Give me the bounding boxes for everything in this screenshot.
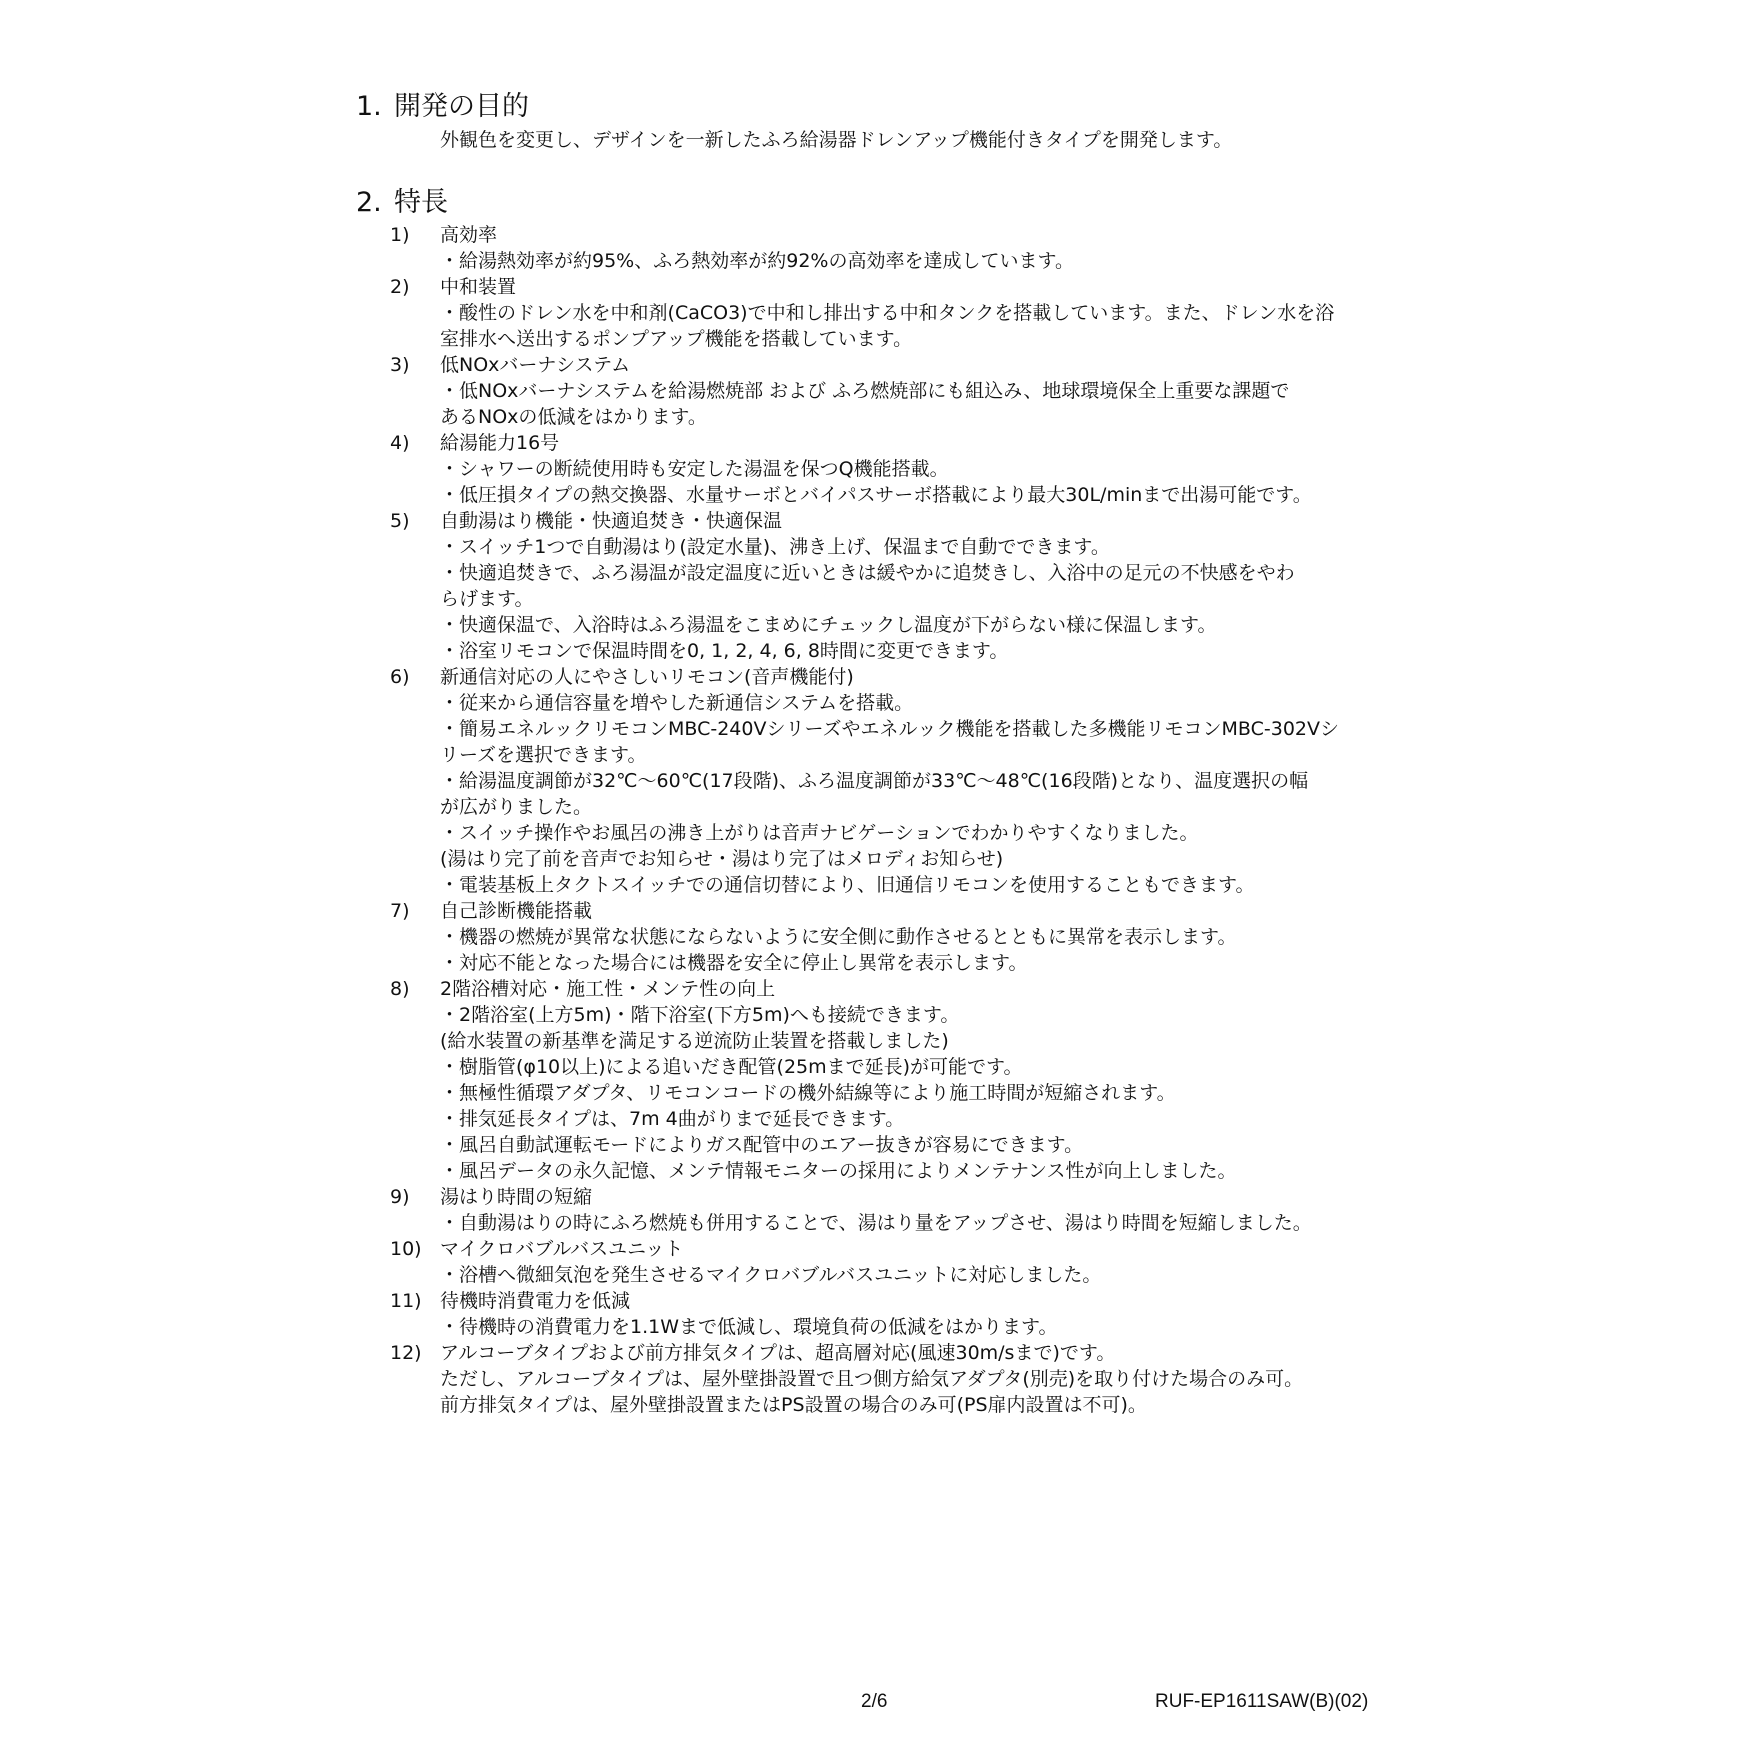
feature-item: [390, 1340, 1425, 1418]
feature-line: ・スイッチ操作やお風呂の沸き上がりは音声ナビゲーションでわかりやすくなりました。: [440, 822, 1199, 844]
feature-number: 1): [390, 224, 410, 246]
feature-line: ・風呂データの永久記憶、メンテ情報モニターの採用によりメンテナンス性が向上しました。: [440, 1160, 1237, 1182]
feature-item: [390, 352, 1425, 430]
feature-line: ・電装基板上タクトスイッチでの通信切替により、旧通信リモコンを使用することもできます。: [440, 874, 1255, 896]
feature-item: [390, 1288, 1425, 1340]
feature-number: 6): [390, 666, 410, 688]
feature-title: 給湯能力16号: [440, 432, 560, 454]
feature-number: 5): [390, 510, 410, 532]
feature-line: ・給湯温度調節が32℃～60℃(17段階)、ふろ温度調節が33℃～48℃(16段階)となり、温度選択の幅: [440, 770, 1309, 792]
section-heading-purpose: [356, 90, 529, 124]
feature-line: ・無極性循環アダプタ、リモコンコードの機外結線等により施工時間が短縮されます。: [440, 1082, 1176, 1104]
feature-item: [390, 430, 1425, 508]
feature-title: 湯はり時間の短縮: [440, 1186, 593, 1208]
feature-line: (湯はり完了前を音声でお知らせ・湯はり完了はメロディお知らせ): [440, 848, 1004, 870]
feature-item: [390, 664, 1425, 898]
feature-number: 8): [390, 978, 410, 1000]
feature-line: ・2階浴室(上方5m)・階下浴室(下方5m)へも接続できます。: [440, 1004, 960, 1026]
feature-item: [390, 508, 1425, 664]
feature-line: ・酸性のドレン水を中和剤(CaCO3)で中和し排出する中和タンクを搭載しています。また、ドレン水を浴: [440, 302, 1335, 324]
feature-number: 11): [390, 1290, 422, 1312]
feature-number: 7): [390, 900, 410, 922]
feature-line: らげます。: [440, 588, 534, 610]
feature-item: [390, 976, 1425, 1184]
feature-title: 自動湯はり機能・快適追焚き・快適保温: [440, 510, 783, 532]
feature-item: [390, 274, 1425, 352]
feature-line: ・シャワーの断続使用時も安定した湯温を保つQ機能搭載。: [440, 458, 949, 480]
section-number: 2.: [356, 187, 382, 218]
feature-item: [390, 1184, 1425, 1236]
feature-line: 前方排気タイプは、屋外壁掛設置またはPS設置の場合のみ可(PS扉内設置は不可)。: [440, 1394, 1147, 1416]
feature-title: 低NOxバーナシステム: [440, 354, 631, 376]
feature-line: ・快適追焚きで、ふろ湯温が設定温度に近いときは緩やかに追焚きし、入浴中の足元の不快感をやわ: [440, 562, 1295, 584]
section-title: 特長: [394, 187, 448, 218]
feature-line: ・低NOxバーナシステムを給湯燃焼部 および ふろ燃焼部にも組込み、地球環境保全上重要な課題で: [440, 380, 1290, 402]
feature-line: ・樹脂管(φ10以上)による追いだき配管(25mまで延長)が可能です。: [440, 1056, 1023, 1078]
feature-item: [390, 222, 1425, 274]
feature-line: リーズを選択できます。: [440, 744, 647, 766]
document-code: RUF-EP1611SAW(B)(02): [1155, 1691, 1369, 1712]
feature-line: ・機器の燃焼が異常な状態にならないように安全側に動作させるとともに異常を表示します。: [440, 926, 1237, 948]
feature-number: 12): [390, 1342, 422, 1364]
section-number: 1.: [356, 91, 382, 122]
feature-title: 待機時消費電力を低減: [440, 1290, 631, 1312]
feature-line: ・待機時の消費電力を1.1Wまで低減し、環境負荷の低減をはかります。: [440, 1316, 1058, 1338]
feature-line: ・浴槽へ微細気泡を発生させるマイクロバブルバスユニットに対応しました。: [440, 1264, 1102, 1286]
feature-list: [390, 222, 1425, 1418]
feature-number: 3): [390, 354, 410, 376]
purpose-text: 外観色を変更し、デザインを一新したふろ給湯器ドレンアップ機能付きタイプを開発します。: [440, 129, 1233, 151]
feature-title: 高効率: [440, 224, 498, 246]
feature-title: 新通信対応の人にやさしいリモコン(音声機能付): [440, 666, 854, 688]
feature-title: 中和装置: [440, 276, 517, 298]
feature-number: 10): [390, 1238, 422, 1260]
page-number: 2/6: [861, 1691, 888, 1712]
feature-line: ・低圧損タイプの熱交換器、水量サーボとバイパスサーボ搭載により最大30L/minまで出湯可能です。: [440, 484, 1312, 506]
feature-line: ただし、アルコーブタイプは、屋外壁掛設置で且つ側方給気アダプタ(別売)を取り付けた場合のみ可。: [440, 1368, 1304, 1390]
feature-line: ・従来から通信容量を増やした新通信システムを搭載。: [440, 692, 914, 714]
feature-title: マイクロバブルバスユニット: [440, 1238, 684, 1260]
feature-line: あるNOxの低減をはかります。: [440, 406, 707, 428]
feature-line: ・簡易エネルックリモコンMBC-240Vシリーズやエネルック機能を搭載した多機能リモコンMBC-302Vシ: [440, 718, 1340, 740]
feature-line: ・対応不能となった場合には機器を安全に停止し異常を表示します。: [440, 952, 1028, 974]
feature-item: [390, 898, 1425, 976]
feature-title: 自己診断機能搭載: [440, 900, 593, 922]
feature-line: ・スイッチ1つで自動湯はり(設定水量)、沸き上げ、保温まで自動でできます。: [440, 536, 1110, 558]
feature-line: ・快適保温で、入浴時はふろ湯温をこまめにチェックし温度が下がらない様に保温します。: [440, 614, 1217, 636]
feature-number: 9): [390, 1186, 410, 1208]
feature-number: 2): [390, 276, 410, 298]
feature-line: ・風呂自動試運転モードによりガス配管中のエアー抜きが容易にできます。: [440, 1134, 1084, 1156]
feature-line: 室排水へ送出するポンプアップ機能を搭載しています。: [440, 328, 913, 350]
feature-line: ・給湯熱効率が約95%、ふろ熱効率が約92%の高効率を達成しています。: [440, 250, 1074, 272]
feature-number: 4): [390, 432, 410, 454]
feature-line: ・浴室リモコンで保温時間を0, 1, 2, 4, 6, 8時間に変更できます。: [440, 640, 1009, 662]
feature-line: (給水装置の新基準を満足する逆流防止装置を搭載しました): [440, 1030, 949, 1052]
feature-title: 2階浴槽対応・施工性・メンテ性の向上: [440, 978, 776, 1000]
feature-item: [390, 1236, 1425, 1288]
feature-line: ・自動湯はりの時にふろ燃焼も併用することで、湯はり量をアップさせ、湯はり時間を短縮しました。: [440, 1212, 1312, 1234]
feature-line: ・排気延長タイプは、7m 4曲がりまで延長できます。: [440, 1108, 905, 1130]
section-title: 開発の目的: [394, 91, 529, 122]
section-heading-features: [356, 186, 448, 220]
feature-title: アルコーブタイプおよび前方排気タイプは、超高層対応(風速30m/sまで)です。: [440, 1342, 1116, 1364]
feature-line: が広がりました。: [440, 796, 593, 818]
